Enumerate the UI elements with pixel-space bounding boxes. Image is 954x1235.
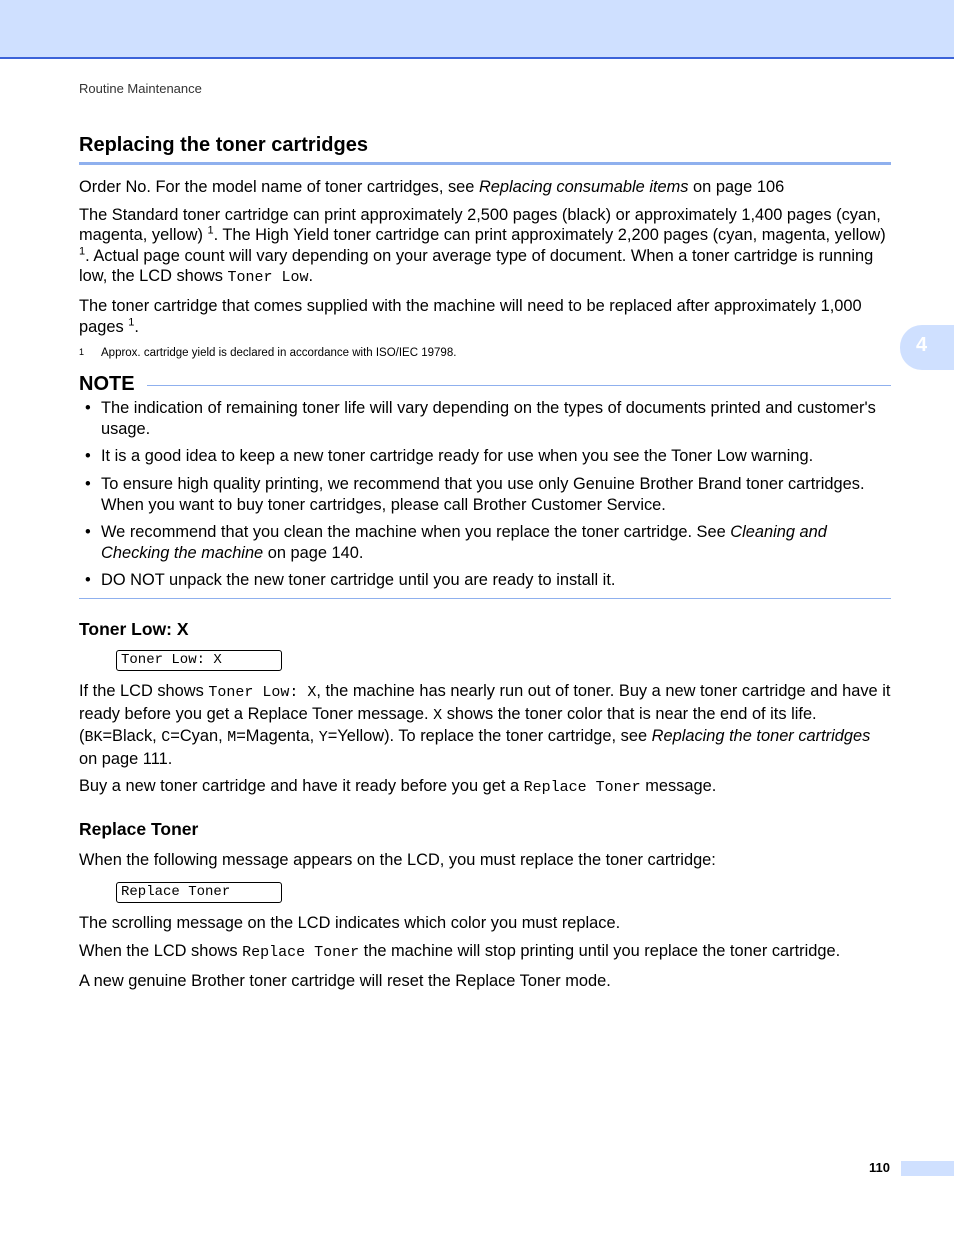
text: =Black, (102, 727, 162, 746)
bullet: • (85, 399, 91, 418)
footnote-number: 1 (79, 347, 85, 358)
cross-reference: Replacing the toner cartridges (651, 727, 871, 746)
text: . (308, 267, 314, 286)
text: , the machine has nearly run out of toner. Buy a new toner cartridge and have it ready before you get a Replace Toner message. (79, 681, 891, 723)
lcd-text: X (433, 706, 443, 724)
note-header (79, 373, 891, 396)
bullet: • (85, 447, 91, 466)
text: on page 106 (688, 178, 785, 196)
page-number: 110 (869, 1160, 890, 1175)
lcd-text: M (227, 729, 237, 747)
text: We recommend that you clean the machine when you replace the toner cartridge. See (101, 523, 731, 542)
chapter-tab (900, 325, 954, 370)
footnote (79, 347, 891, 359)
text: When the LCD shows (79, 942, 243, 961)
paragraph-reset: A new genuine Brother toner cartridge will reset the Replace Toner mode. (79, 971, 611, 990)
text: It is a good idea to keep a new toner cartridge ready for use when you see the Toner Low warning. (101, 447, 814, 466)
note-item (79, 398, 891, 439)
text: Order No. For the model name of toner cartridges, see (79, 178, 479, 196)
paragraph-toner-low (79, 681, 891, 769)
text: on page 140. (263, 543, 364, 562)
note-list (79, 398, 891, 591)
footnote-text: Approx. cartridge yield is declared in accordance with ISO/IEC 19798. (101, 347, 457, 360)
page-number-bar (901, 1161, 954, 1176)
lcd-text: Toner Low (227, 269, 309, 287)
text: =Yellow). To replace the toner cartridge, see (327, 727, 652, 746)
note-item (79, 570, 891, 591)
lcd-text: BK (84, 729, 103, 747)
note-item (79, 446, 891, 467)
lcd-display-replace-toner: Replace Toner (116, 882, 282, 903)
note-item (79, 474, 891, 515)
lcd-text: Replace Toner (242, 944, 360, 962)
subhead-toner-low: Toner Low: X (79, 618, 189, 639)
bullet: • (85, 523, 91, 542)
text: =Magenta, (236, 727, 319, 746)
paragraph-buy-new (79, 776, 891, 799)
lcd-text: Replace Toner (523, 779, 641, 797)
subhead-replace-toner: Replace Toner (79, 818, 199, 839)
cross-reference: Replacing consumable items (478, 178, 689, 196)
text: message. (640, 777, 717, 796)
text: DO NOT unpack the new toner cartridge until you are ready to install it. (101, 571, 616, 590)
text: . The High Yield toner cartridge can print approximately 2,200 pages (cyan, magenta, yellow) (213, 226, 886, 245)
paragraph-scrolling: The scrolling message on the LCD indicates which color you must replace. (79, 914, 621, 933)
lcd-display-toner-low: Toner Low: X (116, 650, 282, 671)
note-rule (147, 385, 891, 386)
header-bar (0, 0, 954, 59)
cross-reference: Cleaning and Checking the machine (101, 523, 827, 562)
paragraph-replace-intro: When the following message appears on the LCD, you must replace the toner cartridge: (79, 850, 716, 869)
paragraph-stop-printing (79, 941, 891, 964)
text: the machine will stop printing until you replace the toner cartridge. (359, 942, 841, 961)
text: . Actual page count will vary depending on your average type of document. When a toner cartridge is running low, the LCD shows (79, 246, 874, 286)
text: The indication of remaining toner life will vary depending on the types of documents printed and customer's usage. (101, 399, 876, 438)
lcd-text: Toner Low: X (208, 683, 317, 701)
running-head: Routine Maintenance (79, 81, 202, 96)
footnote-ref: 1 (207, 224, 214, 237)
text: Buy a new toner cartridge and have it ready before you get a (79, 777, 524, 796)
text: . (134, 317, 139, 336)
note-end-rule (79, 598, 891, 599)
note-label: NOTE (79, 373, 135, 396)
note-item (79, 522, 891, 563)
paragraph-yield (79, 205, 891, 289)
footnote-ref: 1 (128, 316, 135, 329)
paragraph-supplied-cartridge (79, 296, 891, 337)
text: The toner cartridge that comes supplied with the machine will need to be replaced after approximately 1,000 pages (79, 296, 862, 336)
bullet: • (85, 571, 91, 590)
lcd-text: Y (318, 729, 328, 747)
paragraph-order-no (79, 177, 891, 198)
text: If the LCD shows (79, 681, 209, 700)
lcd-text: C (161, 729, 171, 747)
page-content (79, 134, 891, 998)
text: on page 111. (79, 749, 173, 768)
section-title: Replacing the toner cartridges (79, 134, 891, 165)
bullet: • (85, 474, 91, 493)
footnote-ref: 1 (79, 245, 86, 258)
text: shows the toner color that is near the end of its life. ( (79, 704, 817, 746)
text: The Standard toner cartridge can print approximately 2,500 pages (black) or approximately 1,400 pages (cyan, magenta, yellow) (79, 205, 881, 245)
chapter-tab-number: 4 (916, 334, 928, 356)
text: =Cyan, (170, 727, 228, 746)
text: To ensure high quality printing, we recommend that you use only Genuine Brother Brand toner cartridges. When you want to buy toner cartridges, please call Brother Customer Service. (101, 474, 865, 514)
